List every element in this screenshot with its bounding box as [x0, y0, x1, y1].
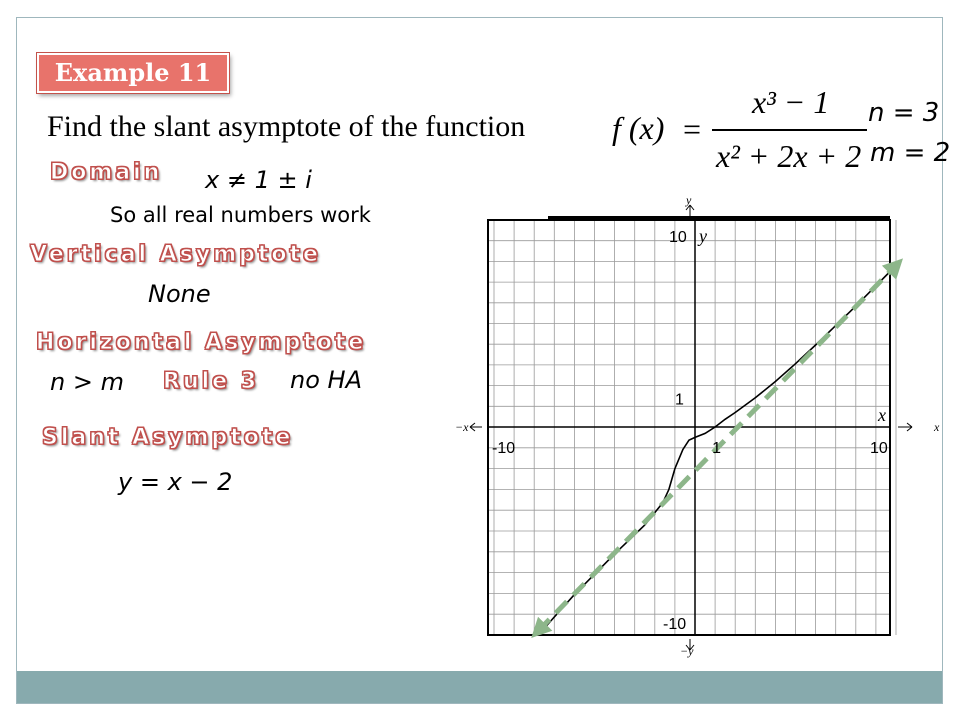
denominator-degree: m = 2 — [870, 138, 951, 168]
fraction-bar — [712, 129, 867, 131]
outer-arrow-stroke — [907, 423, 912, 427]
function-name: f (x) — [612, 110, 665, 146]
footer-bar — [17, 671, 942, 703]
outer-arrow-stroke — [907, 427, 912, 431]
outer-arrow-stroke — [690, 205, 694, 210]
pos-x-arrow-label: x — [934, 420, 940, 434]
x-tick-label-min: -10 — [492, 440, 516, 457]
horizontal-asymptote-heading: Horizontal Asymptote — [36, 330, 367, 355]
horizontal-asymptote-answer: no HA — [290, 366, 362, 394]
y-tick-label-min: -10 — [663, 616, 687, 633]
domain-note: So all real numbers work — [110, 203, 371, 227]
slant-asymptote-heading: Slant Asymptote — [42, 425, 294, 450]
neg-x-arrow-label: −x — [455, 420, 469, 434]
fraction-numerator: x³ − 1 — [752, 84, 830, 120]
outer-arrow-stroke — [470, 427, 475, 431]
y-tick-label-max: 10 — [669, 229, 687, 246]
numerator-degree: n = 3 — [868, 98, 940, 128]
degree-condition: n > m — [50, 368, 124, 396]
pos-y-arrow-label: y — [686, 195, 692, 207]
slant-asymptote-answer: y = x − 2 — [118, 468, 233, 496]
question-text: Find the slant asymptote of the function — [47, 110, 526, 143]
domain-answer: x ≠ 1 ± i — [205, 166, 312, 194]
fraction-denominator: x² + 2x + 2 — [716, 138, 862, 174]
neg-y-arrow-label: −y — [680, 644, 694, 658]
x-axis-label: x — [878, 405, 886, 425]
rule-label: Rule 3 — [163, 369, 260, 394]
x-tick-label-max: 10 — [870, 440, 888, 457]
y-axis-label: y — [699, 226, 707, 246]
equals-sign: = — [683, 111, 702, 147]
example-badge: Example 11 — [37, 53, 229, 93]
x-tick-label-one: 1 — [712, 440, 722, 457]
vertical-asymptote-answer: None — [148, 280, 211, 308]
function-graph — [440, 195, 950, 660]
domain-heading: Domain — [50, 160, 163, 185]
y-tick-label-one: 1 — [675, 391, 684, 409]
outer-arrow-stroke — [470, 423, 475, 427]
vertical-asymptote-heading: Vertical Asymptote — [30, 242, 321, 267]
